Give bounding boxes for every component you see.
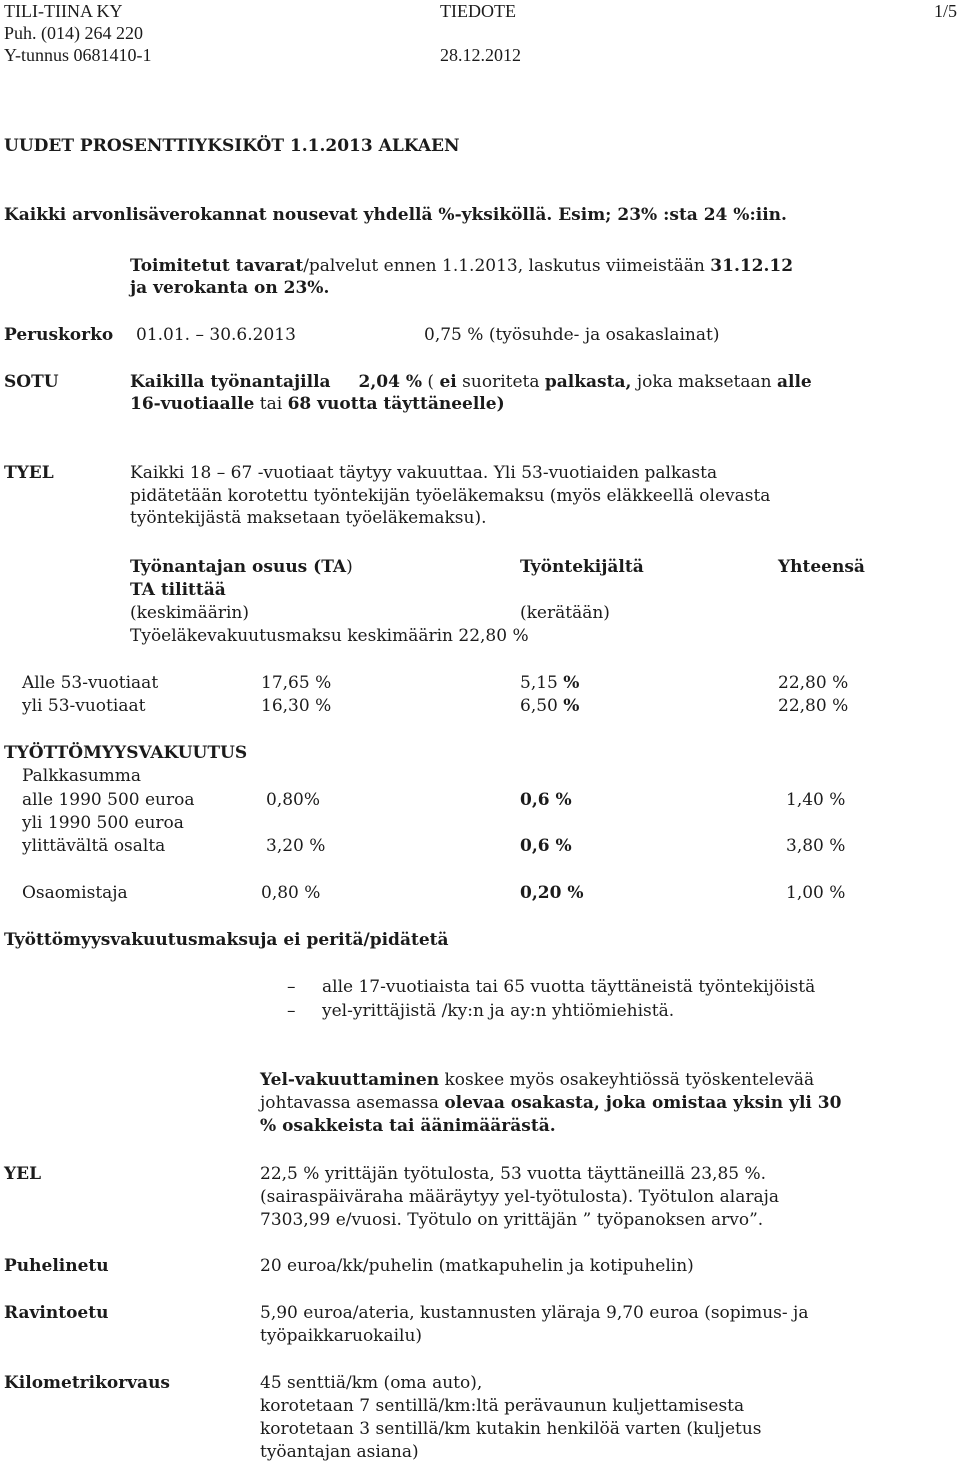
vat-line: Kaikki arvonlisäverokannat nousevat yhdellä %-yksiköllä. Esim; 23% :sta 24 %:iin. — [4, 205, 787, 225]
puhelinetu-label: Puhelinetu — [4, 1256, 109, 1276]
peruskorko-value: 0,75 % (työsuhde- ja osakaslainat) — [424, 325, 720, 345]
kilometrikorvaus-text-4: työantajan asiana) — [260, 1442, 419, 1462]
kilometrikorvaus-label: Kilometrikorvaus — [4, 1373, 170, 1393]
yel-text-1: 22,5 % yrittäjän työtulosta, 53 vuotta täyttäneillä 23,85 %. — [260, 1164, 767, 1184]
unemp-row3-employee: 0,20 % — [520, 883, 584, 903]
dash-bullet: – — [287, 1001, 296, 1021]
kilometrikorvaus-text-2: korotetaan 7 sentillä/km:ltä perävaunun kuljettamisesta — [260, 1396, 745, 1416]
vat-note-1: Toimitetut tavarat/palvelut ennen 1.1.2013, laskutus viimeistään 31.12.12 — [130, 256, 794, 276]
unemp-row3-total: 1,00 % — [786, 883, 846, 903]
tyel-header-total: Yhteensä — [778, 557, 865, 577]
unemp-row2-total: 3,80 % — [786, 836, 846, 856]
peruskorko-label: Peruskorko — [4, 325, 114, 345]
tyel-sub-average: (keskimäärin) — [130, 603, 249, 623]
business-id: Y-tunnus 0681410-1 — [4, 45, 152, 65]
unemployment-subtitle: Palkkasumma — [22, 766, 142, 786]
ravintoetu-text-1: 5,90 euroa/ateria, kustannusten yläraja 9,70 euroa (sopimus- ja — [260, 1303, 809, 1323]
yel-note-1: Yel-vakuuttaminen koskee myös osakeyhtiössä työskentelevää — [260, 1070, 815, 1090]
unemp-row2-employer: 3,20 % — [266, 836, 326, 856]
yel-text-3: 7303,99 e/vuosi. Työtulo on yrittäjän ” työpanoksen arvo”. — [260, 1210, 764, 1230]
unemp-row3-employer: 0,80 % — [261, 883, 321, 903]
row-total: 22,80 % — [778, 673, 849, 693]
tyel-header-employer: Työnantajan osuus (TA) — [130, 557, 353, 577]
document-date: 28.12.2012 — [440, 45, 521, 65]
list-item-text: yel-yrittäjistä /ky:n ja ay:n yhtiömiehistä. — [322, 1001, 675, 1021]
sotu-label: SOTU — [4, 372, 59, 392]
list-item-text: alle 17-vuotiaista tai 65 vuotta täyttäneistä työntekijöistä — [322, 977, 816, 997]
puhelinetu-text: 20 euroa/kk/puhelin (matkapuhelin ja kotipuhelin) — [260, 1256, 694, 1276]
company-name: TILI-TIINA KY — [4, 1, 123, 21]
tyel-text-1: Kaikki 18 – 67 -vuotiaat täytyy vakuuttaa. Yli 53-vuotiaiden palkasta — [130, 463, 718, 483]
tyel-average-line: Työeläkevakuutusmaksu keskimäärin 22,80 % — [130, 626, 529, 646]
tyel-label: TYEL — [4, 463, 54, 483]
yel-label: YEL — [4, 1164, 42, 1184]
tyel-text-3: työntekijästä maksetaan työeläkemaksu). — [130, 508, 487, 528]
vat-note-2: ja verokanta on 23%. — [130, 278, 330, 298]
kilometrikorvaus-text-1: 45 senttiä/km (oma auto), — [260, 1373, 483, 1393]
sotu-line-1: Kaikilla työnantajilla 2,04 % ( ei suoriteta palkasta, joka maksetaan alle — [130, 372, 812, 392]
row-employer: 16,30 % — [261, 696, 332, 716]
kilometrikorvaus-text-3: korotetaan 3 sentillä/km kutakin henkilöä varten (kuljetus — [260, 1419, 762, 1439]
document-type: TIEDOTE — [440, 1, 516, 21]
tyel-sub-collected: (kerätään) — [520, 603, 610, 623]
unemp-exempt-title: Työttömyysvakuutusmaksuja ei peritä/pidätetä — [4, 930, 449, 950]
page-title: UUDET PROSENTTIYKSIKÖT 1.1.2013 ALKAEN — [4, 136, 460, 156]
row-employee: 5,15 % — [520, 673, 580, 693]
tyel-text-2: pidätetään korotettu työntekijän työeläkemaksu (myös eläkkeellä olevasta — [130, 486, 771, 506]
unemp-row3-label: Osaomistaja — [22, 883, 128, 903]
dash-bullet: – — [287, 977, 296, 997]
row-total: 22,80 % — [778, 696, 849, 716]
unemp-row1-employee: 0,6 % — [520, 790, 572, 810]
unemp-row2-employee: 0,6 % — [520, 836, 572, 856]
yel-text-2: (sairaspäiväraha määräytyy yel-työtulosta). Työtulon alaraja — [260, 1187, 780, 1207]
unemp-row2-label-1: yli 1990 500 euroa — [22, 813, 184, 833]
yel-note-3: % osakkeista tai äänimäärästä. — [260, 1116, 556, 1136]
unemp-row2-label-2: ylittävältä osalta — [22, 836, 166, 856]
ravintoetu-label: Ravintoetu — [4, 1303, 109, 1323]
row-employer: 17,65 % — [261, 673, 332, 693]
ravintoetu-text-2: työpaikkaruokailu) — [260, 1326, 423, 1346]
page-number: 1/5 — [934, 1, 958, 21]
sotu-line-2: 16-vuotiaalle tai 68 vuotta täyttäneelle) — [130, 394, 505, 414]
tyel-header-employee: Työntekijältä — [520, 557, 644, 577]
tyel-header-ta-tilittaa: TA tilittää — [130, 580, 226, 600]
yel-note-2: johtavassa asemassa olevaa osakasta, joka omistaa yksin yli 30 — [260, 1093, 842, 1113]
unemp-row1-employer: 0,80% — [266, 790, 321, 810]
peruskorko-dates: 01.01. – 30.6.2013 — [136, 325, 296, 345]
row-label: Alle 53-vuotiaat — [22, 673, 159, 693]
row-label: yli 53-vuotiaat — [22, 696, 146, 716]
row-employee: 6,50 % — [520, 696, 580, 716]
company-phone: Puh. (014) 264 220 — [4, 23, 143, 43]
unemployment-title: TYÖTTÖMYYSVAKUUTUS — [4, 743, 248, 763]
unemp-row1-label: alle 1990 500 euroa — [22, 790, 195, 810]
unemp-row1-total: 1,40 % — [786, 790, 846, 810]
